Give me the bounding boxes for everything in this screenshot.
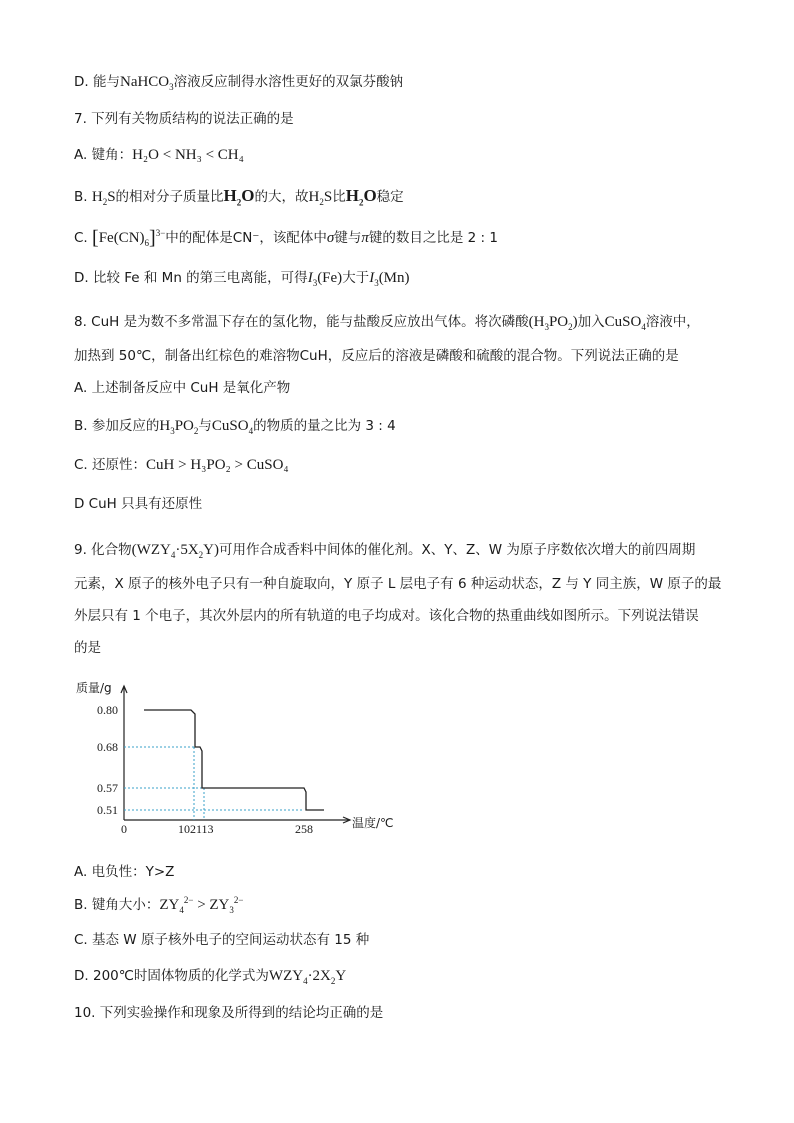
option-7b: B. $H_2S$的相对分子质量比$H_2O$的大，故$H_2S$比$H_2O$稳定 [74,186,404,208]
option-8d: D CuH 只具有还原性 [74,496,203,512]
option-9d: D. 200℃时固体物质的化学式为$WZY_4\cdot 2X_2Y$ [74,968,347,986]
option-7a: A. 键角：H₂O < NH₃ < CH₄ [74,147,244,163]
x-tick-label: 102 [178,822,196,836]
option-9a: A. 电负性：Y>Z [74,864,175,880]
y-ticks [97,703,118,817]
x-tick-label: 0 [121,822,127,836]
x-ticks [121,822,313,836]
option-7d: D. 比较 Fe 和 Mn 的第三电离能，可得$I_3(Fe)$大于$I_3(Mn)$ [74,270,410,288]
question-9-cont2: 外层只有 1 个电子，其次外层内的所有轨道的电子均成对。该化合物的热重曲线如图所示。下列说法错误 [74,608,699,624]
question-8-cont: 加热到 50℃，制备出红棕色的难溶物CuH，反应后的溶液是磷酸和硫酸的混合物。下列说法正确的是 [74,348,679,364]
option-d-q6: D. 能与NaHCO$_3$溶液反应制得水溶性更好的双氯芬酸钠 [74,74,404,92]
option-8a: A. 上述制备反应中 CuH 是氧化产物 [74,380,291,396]
question-7: 7. 下列有关物质结构的说法正确的是 [74,111,294,127]
question-9-cont1: 元素，X 原子的核外电子只有一种自旋取向，Y 原子 L 层电子有 6 种运动状态，Z 与 Y 同主族，W 原子的最 [74,576,722,592]
y-tick-label: 0.57 [97,781,118,795]
y-tick-label: 0.51 [97,803,118,817]
x-tick-label: 258 [295,822,313,836]
option-9c: C. 基态 W 原子核外电子的空间运动状态有 15 种 [74,932,370,948]
axes [121,686,350,823]
option-9b: B. 键角大小：$ZY_4^{2-} > ZY_3^{2-}$ [74,895,244,915]
question-10: 10. 下列实验操作和现象及所得到的结论均正确的是 [74,1005,384,1021]
x-axis-label: 温度/℃ [352,816,394,830]
question-9-cont3: 的是 [74,640,101,656]
question-9: 9. 化合物$(WZY_4\cdot 5X_2Y)$可用作合成香料中间体的催化剂。X、Y、Z、W 为原子序数依次增大的前四周期 [74,542,696,560]
y-tick-label: 0.68 [97,740,118,754]
question-8: 8. CuH 是为数不多常温下存在的氢化物，能与盐酸反应放出气体。将次磷酸$(H_3PO_2)$加入CuSO$_4$溶液中， [74,314,700,332]
y-axis-label: 质量/g [76,681,112,695]
mass-curve [144,710,324,810]
option-7c: C. $[Fe(CN)_6]^{3-}$中的配体是CN⁻，该配体中σ键与π键的数目之比是 2 : 1 [74,227,498,249]
thermogravimetric-chart [70,672,410,842]
guide-lines [124,747,304,820]
option-8b: B. 参加反应的$H_3PO_2$与CuSO$_4$的物质的量之比为 3 : 4 [74,418,396,436]
x-tick-label: 113 [196,822,214,836]
y-tick-label: 0.80 [97,703,118,717]
option-8c: C. 还原性：CuH > H₃PO₂ > CuSO₄ [74,457,289,473]
